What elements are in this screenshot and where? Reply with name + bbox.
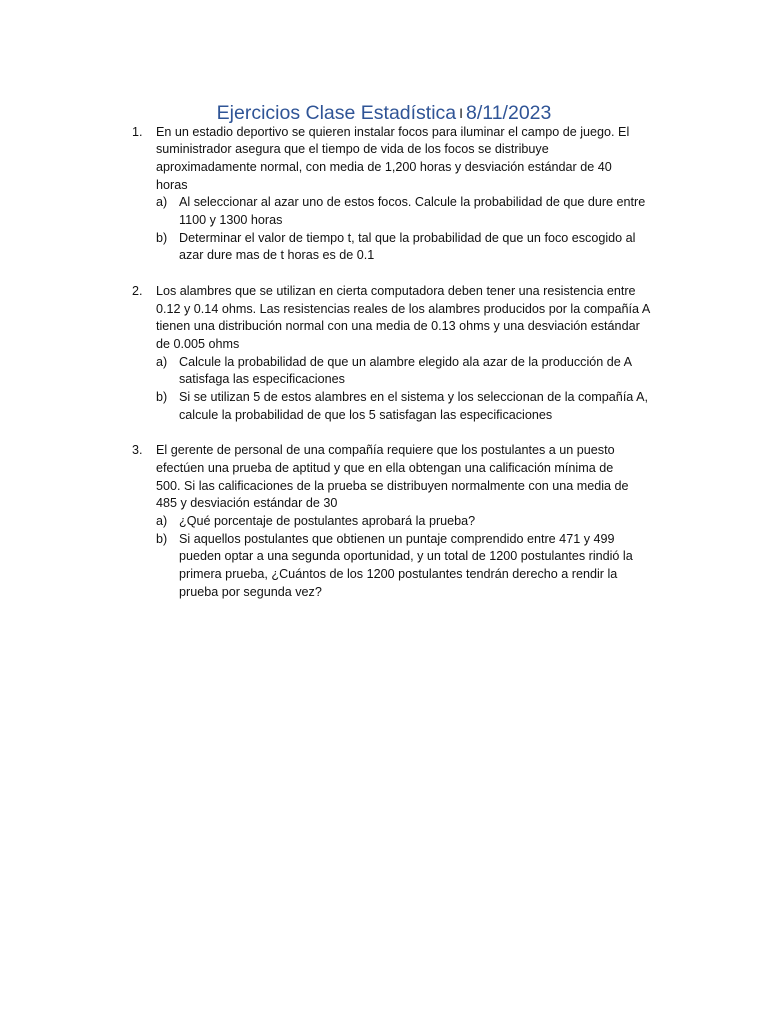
- subpart-label: b): [156, 531, 168, 546]
- exercise-item: [132, 442, 660, 601]
- exercise-text-line: 0.12 y 0.14 ohms. Las resistencias reales de los alambres producidos por la compañía A: [156, 301, 651, 316]
- subpart-label: a): [156, 195, 168, 210]
- subpart-label: b): [156, 230, 168, 245]
- subpart-text-line: azar dure mas de t horas es de 0.1: [179, 248, 375, 263]
- exercise-subpart: [156, 389, 660, 424]
- title-date: 8/11/2023: [466, 102, 552, 124]
- subpart-text-line: primera prueba, ¿Cuántos de los 1200 postulantes tendrán derecho a rendir la: [179, 567, 618, 582]
- exercise-subpart: [156, 230, 660, 265]
- exercise-text-line: horas: [156, 177, 188, 192]
- exercise-text-line: tienen una distribución normal con una media de 0.13 ohms y una desviación estándar: [156, 319, 640, 334]
- subpart-text-line: calcule la probabilidad de que los 5 satisfagan las especificaciones: [179, 407, 553, 422]
- subpart-text-line: Si se utilizan 5 de estos alambres en el sistema y los seleccionan de la compañía A,: [179, 390, 649, 405]
- subpart-label: b): [156, 390, 168, 405]
- exercise-item: [132, 124, 660, 266]
- subpart-text-line: Determinar el valor de tiempo t, tal que la probabilidad de que un foco escogido al: [179, 230, 636, 245]
- subpart-text-line: 1100 y 1300 horas: [179, 213, 283, 228]
- exercise-text-line: aproximadamente normal, con media de 1,200 horas y desviación estándar de 40: [156, 159, 612, 174]
- subpart-label: a): [156, 354, 168, 369]
- exercise-subpart: [156, 513, 660, 531]
- subpart-text-line: Al seleccionar al azar uno de estos focos. Calcule la probabilidad de que dure entre: [179, 195, 646, 210]
- title-text: Ejercicios Clase Estadística: [216, 102, 457, 124]
- exercise-text-line: suministrador asegura que el tiempo de vida de los focos se distribuye: [156, 142, 549, 157]
- subpart-text-line: prueba por segunda vez?: [179, 584, 322, 599]
- subpart-text-line: pueden optar a una segunda oportunidad, y un total de 1200 postulantes rindió la: [179, 549, 633, 564]
- exercise-text-line: El gerente de personal de una compañía requiere que los postulantes a un puesto: [156, 443, 615, 458]
- subpart-label: a): [156, 513, 168, 528]
- exercise-subpart: [156, 354, 660, 389]
- exercise-text-line: 500. Si las calificaciones de la prueba se distribuyen normalmente con una media de: [156, 478, 629, 493]
- exercise-subpart: [156, 531, 660, 602]
- subpart-text-line: Si aquellos postulantes que obtienen un puntaje comprendido entre 471 y 499: [179, 531, 615, 546]
- subpart-text-line: satisfaga las especificaciones: [179, 372, 345, 387]
- exercise-text-line: efectúen una prueba de aptitud y que en ella obtengan una calificación mínima de: [156, 460, 614, 475]
- exercise-text-line: En un estadio deportivo se quieren instalar focos para iluminar el campo de juego. El: [156, 124, 630, 139]
- exercise-item: [132, 283, 660, 425]
- title-separator: I: [459, 105, 464, 121]
- exercise-text-line: de 0.005 ohms: [156, 336, 240, 351]
- subpart-text-line: ¿Qué porcentaje de postulantes aprobará la prueba?: [179, 513, 476, 528]
- exercise-list: [0, 124, 768, 602]
- exercise-subpart: [156, 194, 660, 229]
- exercise-text-line: Los alambres que se utilizan en cierta computadora deben tener una resistencia entre: [156, 283, 636, 298]
- exercise-number: 3.: [132, 443, 143, 458]
- exercise-text-line: 485 y desviación estándar de 30: [156, 496, 338, 511]
- exercise-number: 2.: [132, 283, 143, 298]
- subpart-text-line: Calcule la probabilidad de que un alambre elegido ala azar de la producción de A: [179, 354, 632, 369]
- exercise-number: 1.: [132, 124, 143, 139]
